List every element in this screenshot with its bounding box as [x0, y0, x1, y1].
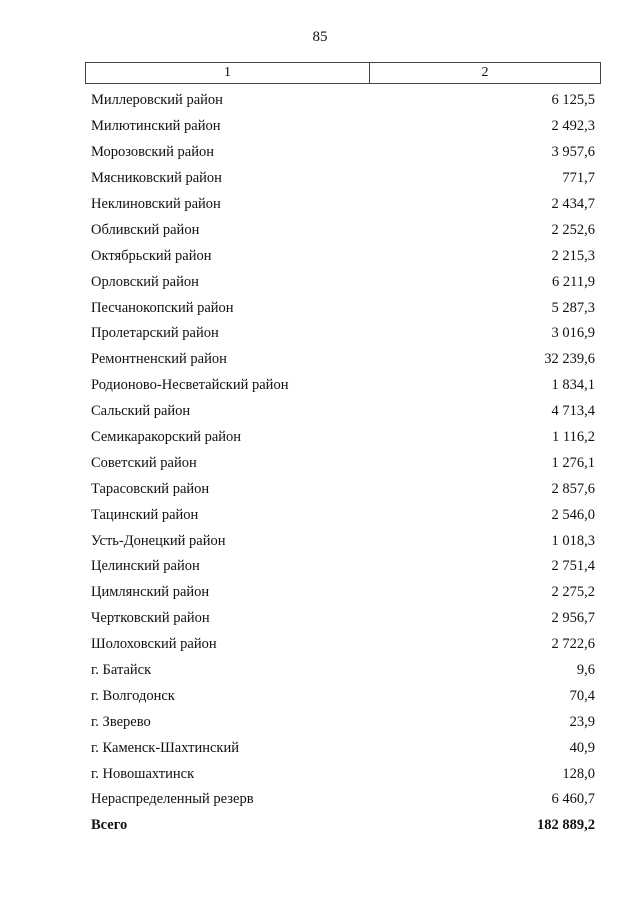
row-name: Цимлянский район: [91, 584, 210, 601]
table-row: [85, 88, 601, 114]
row-value: 2 215,3: [551, 247, 595, 264]
row-name: Семикаракорский район: [91, 429, 242, 446]
table-row: [85, 140, 601, 166]
table-row: [85, 761, 601, 787]
row-value: 1 018,3: [551, 532, 595, 549]
table-row: [85, 735, 601, 761]
table-row: [85, 114, 601, 140]
table-row: [85, 425, 601, 451]
total-row: [85, 813, 601, 839]
row-name: г. Батайск: [91, 662, 152, 679]
table-row: [85, 269, 601, 295]
table-row: [85, 683, 601, 709]
row-name: Мясниковский район: [91, 170, 222, 187]
table-row: [85, 632, 601, 658]
table-row: [85, 658, 601, 684]
table-row: [85, 321, 601, 347]
table-row: [85, 528, 601, 554]
row-value: 3 957,6: [551, 144, 595, 161]
row-value: 3 016,9: [551, 325, 595, 342]
row-value: 4 713,4: [551, 403, 595, 420]
row-value: 1 116,2: [552, 429, 595, 446]
table-header: [85, 62, 601, 84]
row-name: Родионово-Несветайский район: [91, 377, 289, 394]
row-value: 6 460,7: [551, 791, 595, 808]
row-value: 40,9: [569, 739, 595, 756]
row-value: 1 276,1: [551, 454, 595, 471]
table-row: [85, 709, 601, 735]
row-name: Морозовский район: [91, 144, 215, 161]
table-row: [85, 217, 601, 243]
table-row: [85, 192, 601, 218]
table-row: [85, 295, 601, 321]
row-value: 1 834,1: [551, 377, 595, 394]
row-name: Пролетарский район: [91, 325, 219, 342]
row-name: Целинский район: [91, 558, 200, 575]
total-label: Всего: [91, 817, 128, 834]
row-name: Обливский район: [91, 221, 200, 238]
row-value: 2 956,7: [551, 610, 595, 627]
row-name: Орловский район: [91, 273, 199, 290]
row-name: Песчанокопский район: [91, 299, 234, 316]
row-value: 32 239,6: [544, 351, 595, 368]
row-name: Чертковский район: [91, 610, 210, 627]
table-body: [85, 88, 601, 813]
table-row: [85, 450, 601, 476]
row-value: 70,4: [569, 687, 595, 704]
row-value: 2 252,6: [551, 221, 595, 238]
row-name: г. Зверево: [91, 713, 151, 730]
row-name: Нераспределенный резерв: [91, 791, 254, 808]
row-name: Тацинский район: [91, 506, 199, 523]
row-value: 6 211,9: [552, 273, 595, 290]
row-name: Неклиновский район: [91, 196, 221, 212]
row-value: 2 275,2: [551, 584, 595, 601]
table-row: [85, 476, 601, 502]
row-name: Милютинский район: [91, 118, 221, 135]
row-value: 2 857,6: [551, 480, 595, 497]
row-value: 9,6: [576, 662, 595, 679]
row-value: 6 125,5: [551, 92, 595, 109]
row-name: Тарасовский район: [91, 480, 210, 497]
row-value: 128,0: [562, 765, 595, 782]
table-row: [85, 606, 601, 632]
header-col-1: 1: [86, 63, 370, 83]
row-value: 23,9: [569, 713, 595, 730]
row-name: Усть-Донецкий район: [91, 532, 226, 549]
row-name: Ремонтненский район: [91, 351, 227, 368]
row-name: Октябрьский район: [91, 247, 212, 264]
row-value: 2 546,0: [551, 506, 595, 523]
header-col-2: 2: [481, 65, 489, 80]
row-name: Советский район: [91, 454, 197, 471]
table-row: [85, 373, 601, 399]
page-number: 85: [312, 29, 328, 45]
table-row: [85, 554, 601, 580]
table-row: [85, 347, 601, 373]
table-row: [85, 243, 601, 269]
row-value: 2 722,6: [551, 636, 595, 653]
table-row: [85, 580, 601, 606]
row-value: 2 492,3: [551, 118, 595, 135]
row-value: 2 434,7: [551, 196, 595, 212]
row-name: г. Новошахтинск: [91, 765, 195, 782]
table-row: [85, 399, 601, 425]
row-name: г. Каменск-Шахтинский: [91, 739, 239, 756]
row-name: Миллеровский район: [91, 92, 223, 109]
row-name: Шолоховский район: [91, 636, 217, 653]
table-row: [85, 166, 601, 192]
row-value: 5 287,3: [551, 299, 595, 316]
total-value: 182 889,2: [537, 817, 595, 834]
data-table: [85, 62, 601, 839]
row-value: 2 751,4: [551, 558, 595, 575]
table-row: [85, 502, 601, 528]
row-value: 771,7: [562, 170, 595, 187]
row-name: Сальский район: [91, 403, 191, 420]
row-name: г. Волгодонск: [91, 687, 175, 704]
table-row: [85, 787, 601, 813]
